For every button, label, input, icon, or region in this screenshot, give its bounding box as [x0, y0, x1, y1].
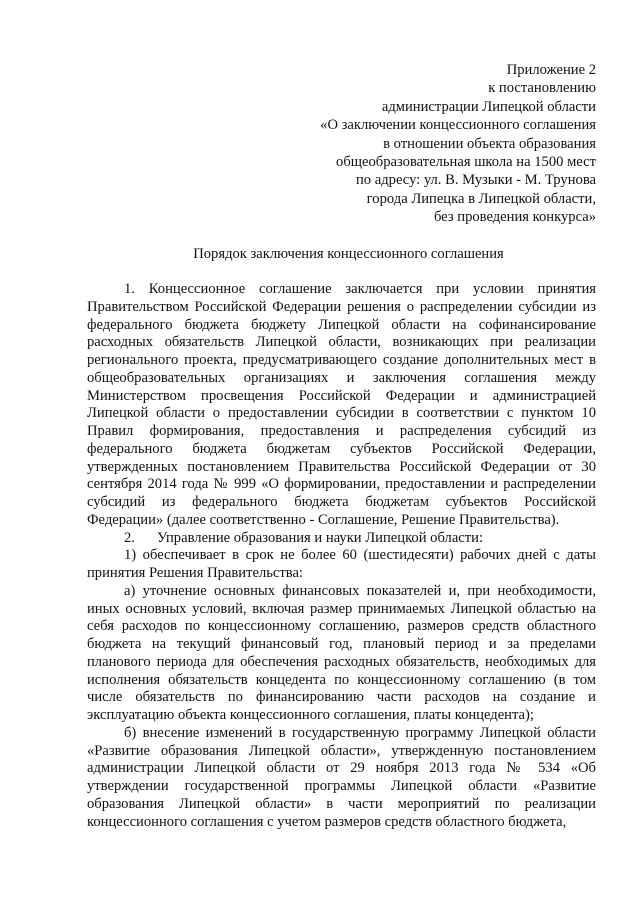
paragraph-text: 1) обеспечивает в срок не более 60 (шестидесяти) рабочих дней с даты принятия Решения Правительства:: [87, 547, 596, 582]
paragraph-1: [87, 281, 596, 530]
paragraph-text: а) уточнение основных финансовых показателей и, при необходимости, иных основных условий, включая размер принимаемых Липецкой областью на себя расходов по концессионному соглашению, размеров средств областного бюджета на текущий финансовый год, плановый период и за пределами планового периода для обеспечения расходных обязательств, необходимых для исполнения обязательств концедента по концессионному соглашению (в том числе обязательств по финансированию части расходов на создание и эксплуатацию объекта концессионного соглашения, платы концедента);: [87, 582, 596, 724]
paragraph-2-1-b: [87, 725, 596, 832]
appendix-line: «О заключении концессионного соглашения: [320, 117, 596, 134]
appendix-line: администрации Липецкой области: [381, 98, 596, 115]
paragraph-text: Управление образования и науки Липецкой области:: [156, 529, 484, 546]
appendix-line: в отношении объекта образования: [383, 135, 596, 152]
paragraph-2-1-a: [87, 583, 596, 725]
appendix-header: [87, 61, 596, 227]
appendix-line: по адресу: ул. В. Музыки - М. Трунова: [355, 172, 596, 189]
paragraph-number: 2.: [124, 529, 135, 546]
appendix-line: города Липецка в Липецкой области,: [366, 190, 596, 207]
paragraph-text: Концессионное соглашение заключается при условии принятия Правительством Российской Федерации решения о распределении субсидии из федерального бюджета бюджету Липецкой области на софинансирование расходных обязательств Липецкой области, возникающих при реализации регионального проекта, предусматривающего создание дополнительных мест в общеобразовательных организациях и заключения соглашения между Министерством просвещения Российской Федерации и администрацией Липецкой области о предоставлении субсидии в соответствии с пунктом 10 Правил формирования, предоставления и распределения субсидий из федерального бюджета бюджетам субъектов Российской Федерации, утвержденных постановлением Правительства Российской Федерации от 30 сентября 2014 года № 999 «О формировании, предоставлении и распределении субсидий из федерального бюджета бюджетам субъектов Российской Федерации» (далее соответственно - Соглашение, Решение Правительства).: [87, 281, 596, 528]
appendix-line: Приложение 2: [506, 62, 596, 78]
appendix-line: без проведения конкурса»: [433, 209, 596, 226]
paragraph-number: 1.: [124, 281, 135, 298]
paragraph-2-1: [87, 547, 596, 583]
paragraph-2: [87, 530, 596, 548]
paragraph-text: б) внесение изменений в государственную программу Липецкой области «Развитие образования Липецкой области», утвержденную постановлением администрации Липецкой области от 29 ноября 2013 года № 534 «Об утверждении государственной программы Липецкой области «Развитие образования Липецкой области» в части мероприятий по реализации концессионного соглашения с учетом размеров средств областного бюджета,: [87, 724, 596, 830]
document-title: Порядок заключения концессионного соглашения: [193, 245, 504, 262]
appendix-line: общеобразовательная школа на 1500 мест: [336, 154, 596, 171]
appendix-line: к постановлению: [488, 80, 596, 97]
